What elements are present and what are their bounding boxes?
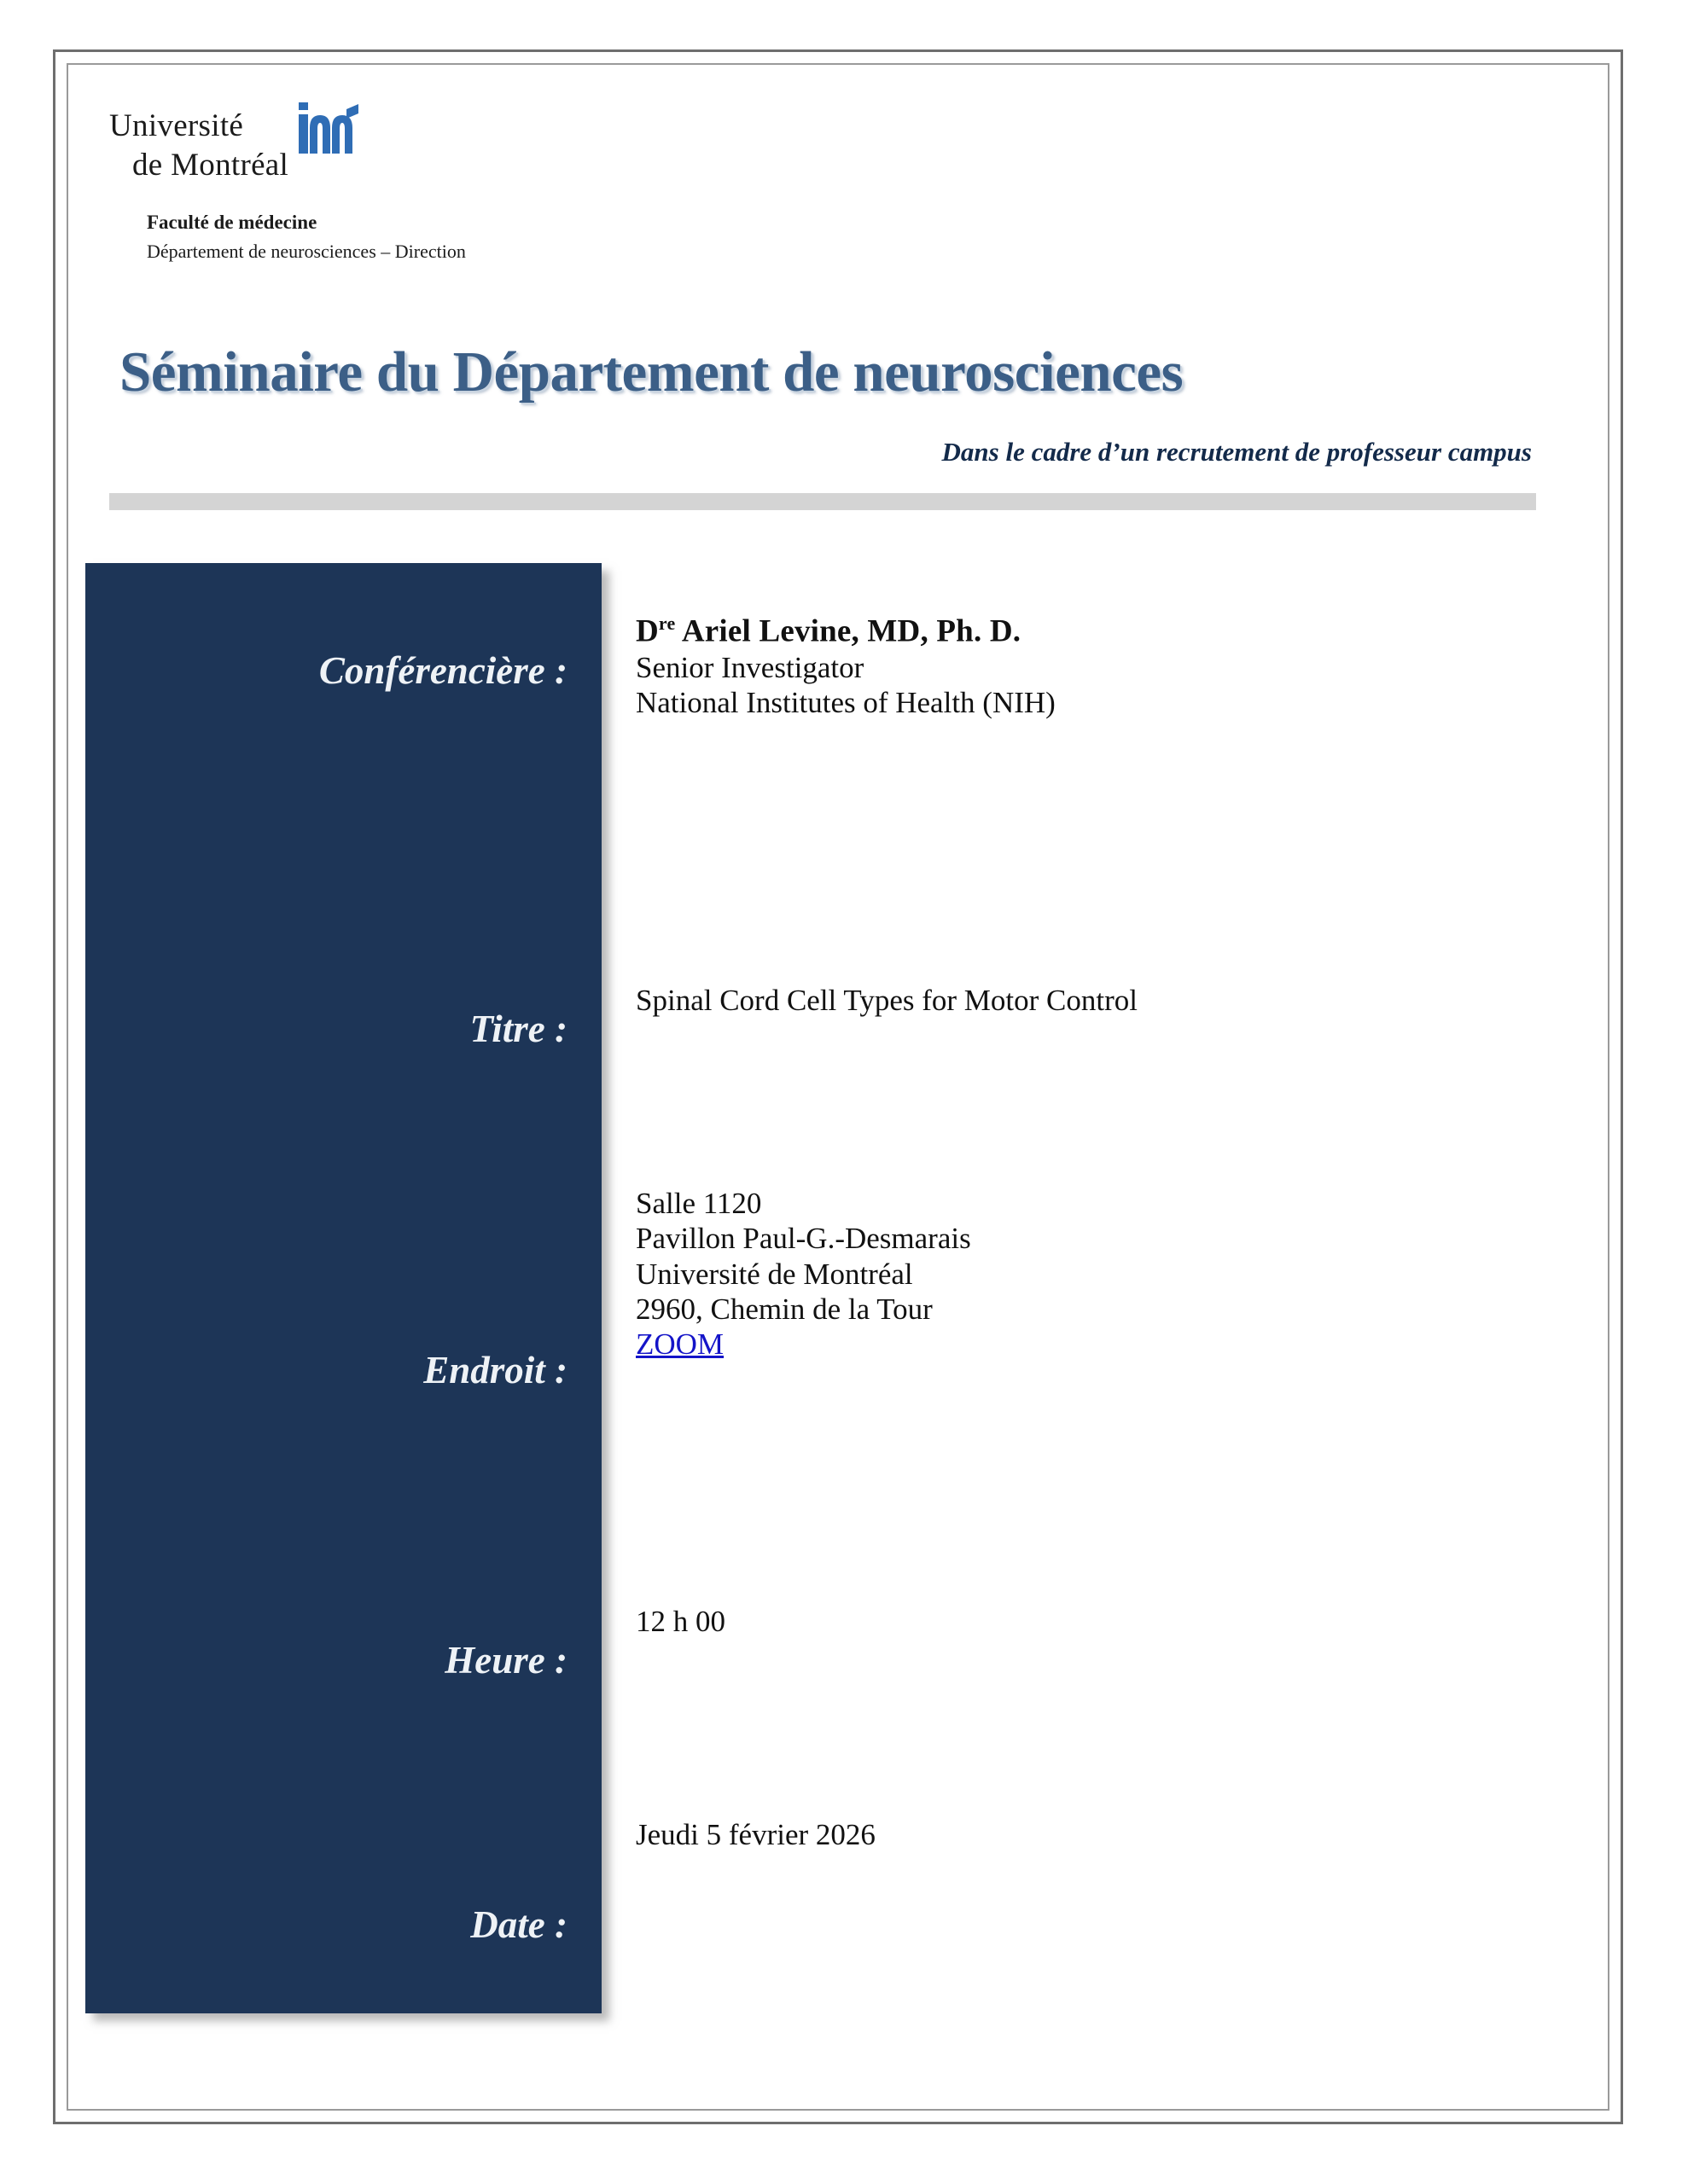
university-name-line1: Université — [109, 108, 244, 143]
place-block — [636, 1186, 971, 1362]
speaker-block — [636, 613, 1056, 721]
talk-title: Spinal Cord Cell Types for Motor Control — [636, 984, 1138, 1017]
speaker-affiliation: National Institutes of Health (NIH) — [636, 686, 1056, 720]
date-value: Jeudi 5 février 2026 — [636, 1818, 876, 1851]
page-subtitle: Dans le cadre d’un recrutement de professeur campus — [941, 437, 1532, 467]
university-name-line2: de Montréal — [132, 148, 289, 183]
label-time: Heure : — [445, 1639, 567, 1682]
label-column — [85, 563, 602, 2013]
place-pavilion: Pavillon Paul-G.-Desmarais — [636, 1222, 971, 1256]
talk-title-block — [636, 983, 1138, 1018]
zoom-link[interactable]: ZOOM — [636, 1327, 725, 1362]
speaker-name-prefix-sup: re — [658, 613, 676, 634]
department-name: Département de neurosciences – Direction — [147, 241, 466, 262]
place-address: 2960, Chemin de la Tour — [636, 1292, 933, 1326]
page-title: Séminaire du Département de neurosciences — [119, 340, 1184, 404]
place-room: Salle 1120 — [636, 1187, 762, 1220]
udem-logo — [102, 102, 461, 195]
time-block — [636, 1604, 725, 1639]
speaker-name-main: Ariel Levine, MD, Ph. D. — [675, 613, 1021, 649]
divider-bar — [109, 493, 1536, 510]
institution-header — [102, 102, 466, 262]
label-title: Titre : — [469, 1008, 567, 1050]
speaker-name-prefix: D — [636, 613, 659, 649]
faculty-name: Faculté de médecine — [147, 212, 317, 233]
label-place: Endroit : — [423, 1349, 567, 1391]
speaker-name — [636, 613, 1056, 650]
label-date: Date : — [470, 1903, 567, 1946]
speaker-role: Senior Investigator — [636, 650, 864, 684]
date-block — [636, 1817, 876, 1852]
label-speaker: Conférencière : — [318, 649, 567, 692]
place-university: Université de Montréal — [636, 1257, 913, 1291]
udem-logo-icon — [297, 102, 360, 155]
time-value: 12 h 00 — [636, 1605, 725, 1638]
